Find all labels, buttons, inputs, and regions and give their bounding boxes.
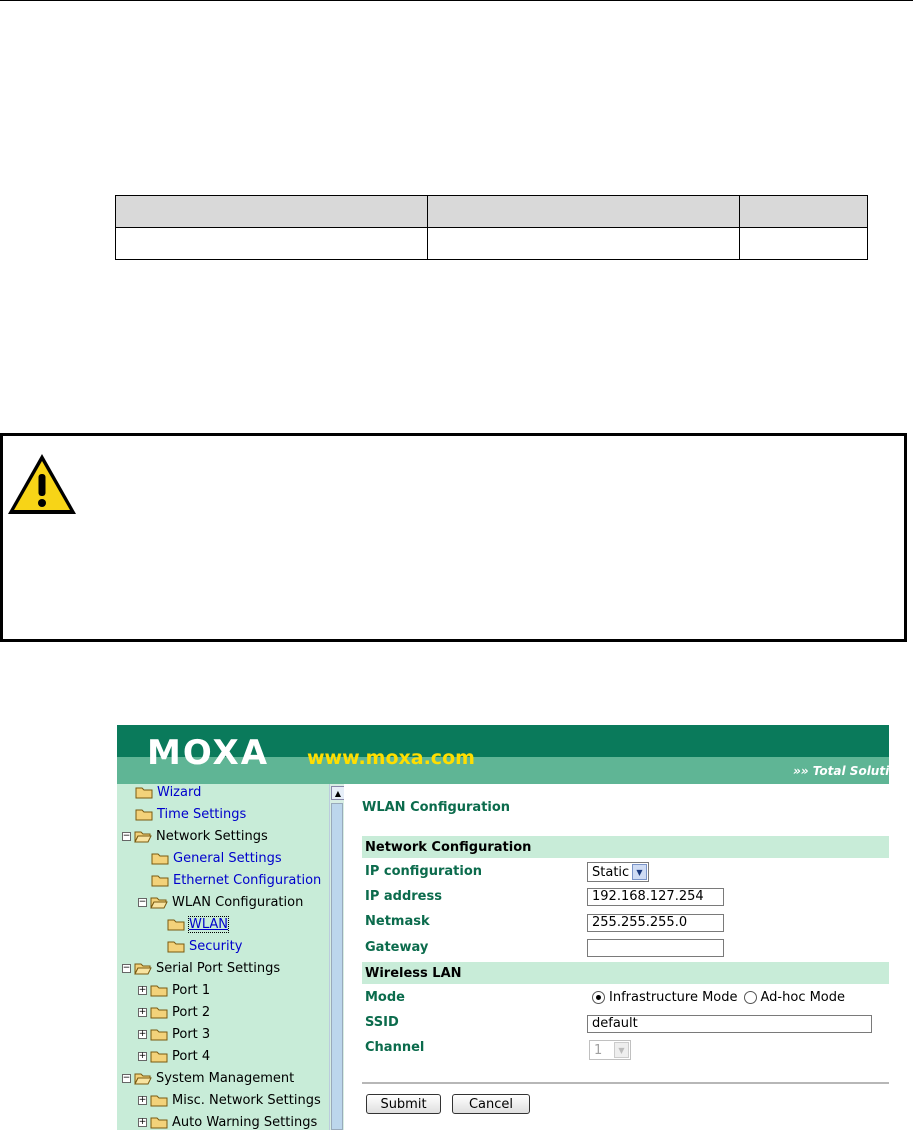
netmask-label: Netmask (365, 914, 430, 929)
expand-icon[interactable]: + (138, 1006, 147, 1017)
banner (117, 725, 906, 784)
channel-label: Channel (365, 1040, 425, 1055)
folder-icon (167, 940, 185, 953)
chevron-down-icon: ▼ (632, 864, 647, 880)
table-cell (428, 228, 740, 260)
sidebar-item-label: Port 3 (172, 1026, 211, 1042)
wireless-lan-section: Wireless LAN (362, 962, 889, 984)
sidebar-item-port-4[interactable] (138, 1046, 210, 1066)
ip-config-value: Static (592, 864, 630, 880)
sidebar-scrollbar[interactable] (329, 784, 345, 1130)
sidebar-item-label: Ethernet Configuration (173, 872, 322, 888)
sidebar-item-port-3[interactable] (138, 1024, 210, 1044)
sidebar-item-port-1[interactable] (138, 980, 210, 1000)
sidebar-item-label: Network Settings (156, 828, 268, 844)
sidebar-item-serial-port-settings[interactable] (122, 958, 280, 978)
expand-icon[interactable]: + (138, 1028, 147, 1039)
scroll-up-arrow-icon[interactable]: ▲ (331, 786, 345, 800)
expand-icon[interactable]: + (138, 1050, 147, 1061)
adhoc-mode-label: Ad-hoc Mode (760, 990, 846, 1005)
scroll-thumb[interactable] (331, 803, 343, 1130)
top-rule (0, 0, 913, 1)
sidebar-item-wizard[interactable] (135, 782, 201, 802)
moxa-url: www.moxa.com (307, 747, 475, 769)
form-divider (362, 1082, 889, 1084)
sidebar-item-system-management[interactable] (122, 1068, 294, 1088)
expand-icon[interactable]: + (138, 984, 147, 995)
folder-icon (150, 1028, 168, 1041)
table-row (116, 228, 868, 260)
open-folder-icon (150, 896, 168, 909)
folder-icon (151, 874, 169, 887)
mode-label: Mode (365, 990, 405, 1005)
tagline (793, 764, 906, 778)
folder-icon (135, 786, 153, 799)
sidebar-item-ethernet-configuration[interactable] (151, 870, 321, 890)
submit-button[interactable]: Submit (366, 1094, 441, 1114)
sidebar-tree (117, 784, 329, 1130)
gateway-label: Gateway (365, 940, 429, 955)
table-cell (740, 228, 868, 260)
channel-value: 1 (594, 1042, 603, 1058)
collapse-icon[interactable]: − (122, 830, 131, 841)
double-chevron-icon: »» (793, 764, 809, 778)
collapse-icon[interactable]: − (122, 962, 131, 973)
ip-config-label: IP configuration (365, 864, 483, 879)
sidebar-item-label: Serial Port Settings (156, 960, 281, 976)
sidebar-item-label: Security (189, 938, 243, 954)
folder-icon (150, 984, 168, 997)
table-header-cell (428, 196, 740, 228)
ssid-label: SSID (365, 1015, 399, 1030)
table-cell (116, 228, 428, 260)
sidebar-item-label: WLAN Configuration (172, 894, 304, 910)
sidebar-item-label: Misc. Network Settings (172, 1092, 321, 1108)
mode-radio-group (592, 990, 845, 1005)
ip-address-label: IP address (365, 889, 442, 904)
expand-icon[interactable]: + (138, 1094, 147, 1105)
expand-icon[interactable]: + (138, 1116, 147, 1127)
netmask-input[interactable]: 255.255.255.0 (587, 914, 724, 932)
chevron-down-icon: ▼ (614, 1042, 629, 1058)
ssid-input[interactable]: default (587, 1015, 872, 1033)
channel-select[interactable] (589, 1040, 631, 1060)
network-config-section: Network Configuration (362, 836, 889, 858)
ip-config-select[interactable] (587, 862, 649, 882)
cancel-button[interactable]: Cancel (452, 1094, 530, 1114)
infrastructure-mode-label: Infrastructure Mode (609, 990, 738, 1005)
table-header-cell (116, 196, 428, 228)
gateway-input[interactable] (587, 939, 724, 957)
collapse-icon[interactable]: − (138, 896, 147, 907)
sidebar-item-port-2[interactable] (138, 1002, 210, 1022)
sidebar-item-wlan-configuration[interactable] (138, 892, 303, 912)
open-folder-icon (134, 830, 152, 843)
sidebar-item-time-settings[interactable] (135, 804, 246, 824)
sidebar-item-auto-warning-settings[interactable] (138, 1112, 317, 1132)
moxa-screenshot (117, 725, 906, 1130)
warning-box (0, 433, 907, 642)
sidebar-item-label: Port 1 (172, 982, 211, 998)
sidebar-item-network-settings[interactable] (122, 826, 268, 846)
spec-table (115, 195, 868, 260)
sidebar-item-label: System Management (156, 1070, 295, 1086)
folder-icon (167, 918, 185, 931)
sidebar-item-label: WLAN (189, 916, 229, 932)
sidebar-item-label: General Settings (173, 850, 282, 866)
infrastructure-mode-radio[interactable] (592, 991, 605, 1004)
folder-icon (150, 1050, 168, 1063)
sidebar-item-label: Port 4 (172, 1048, 211, 1064)
page-title: WLAN Configuration (362, 800, 511, 815)
sidebar-item-label: Port 2 (172, 1004, 211, 1020)
folder-icon (150, 1006, 168, 1019)
sidebar-item-wlan[interactable] (167, 914, 228, 934)
open-folder-icon (134, 962, 152, 975)
sidebar-item-label: Auto Warning Settings (172, 1114, 318, 1130)
moxa-logo: MOXA (147, 733, 270, 773)
sidebar-item-label: Time Settings (157, 806, 247, 822)
folder-icon (151, 852, 169, 865)
folder-icon (150, 1116, 168, 1129)
collapse-icon[interactable]: − (122, 1072, 131, 1083)
sidebar-item-misc-network-settings[interactable] (138, 1090, 321, 1110)
open-folder-icon (134, 1072, 152, 1085)
tagline-text: Total Solution (812, 764, 906, 778)
warning-icon (6, 451, 78, 517)
ip-address-input[interactable]: 192.168.127.254 (587, 888, 724, 906)
content-panel (344, 784, 889, 1130)
adhoc-mode-radio[interactable] (744, 991, 757, 1004)
sidebar-item-general-settings[interactable] (151, 848, 282, 868)
table-header-cell (740, 196, 868, 228)
sidebar-item-security[interactable] (167, 936, 242, 956)
table-header-row (116, 196, 868, 228)
folder-icon (150, 1094, 168, 1107)
folder-icon (135, 808, 153, 821)
sidebar-item-label: Wizard (157, 784, 202, 800)
